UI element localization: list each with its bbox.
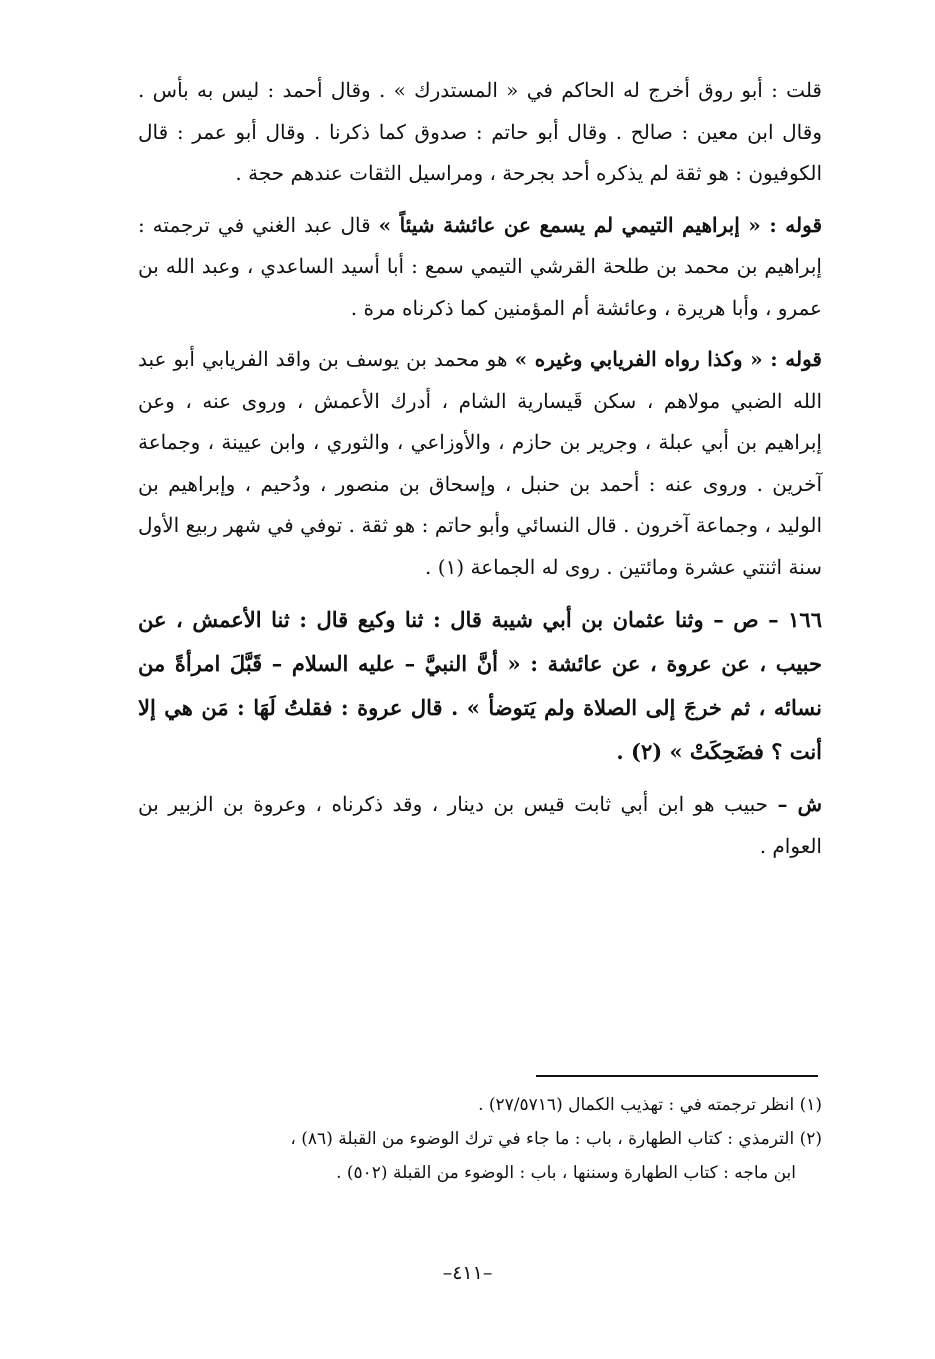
paragraph-text: قلت : أبو روق أخرج له الحاكم في « المستدرك » . وقال أحمد : ليس به بأس . وقال ابن معين : صالح . وقال أبو حاتم : صدوق كما ذكرنا . وقال أبو عمر : قال الكوفيون : هو ثقة لم يذكره أحد بجرحة ، ومراسيل الثقات عندهم حجة .: [138, 78, 822, 185]
footnote-2: (٢) الترمذي : كتاب الطهارة ، باب : ما جاء في ترك الوضوء من القبلة (٨٦) ،: [290, 1129, 822, 1149]
paragraph-text: قال عبد الغني في ترجمته : إبراهيم بن محمد بن طلحة القرشي التيمي سمع : أبا أسيد الساعدي ، وعبد الله بن عمرو ، وأبا هريرة ، وعائشة أم المؤمنين كما ذكرناه مرة .: [138, 212, 822, 320]
hadith-166: ١٦٦ – ص – وثنا عثمان بن أبي شيبة قال : ثنا وكيع قال : ثنا الأعمش ، عن حبيب ، عن عروة ، عن عائشة : « أنَّ النبيَّ – عليه السلام – قَبَّلَ امرأةً من نسائه ، ثم خرجَ إلى الصلاة ولم يَتوضأ » . قال عروة : فقلتُ لَهَا : مَن هي إلا أنت ؟ فضَحِكَتْ » (٢) .: [138, 607, 822, 764]
footnote-2-continued: ابن ماجه : كتاب الطهارة وسننها ، باب : الوضوء من القبلة (٥٠٢) .: [336, 1163, 796, 1183]
page-number: –٤١١–: [442, 1262, 493, 1284]
main-text: [138, 70, 822, 867]
paragraph-abu-rawq: [138, 70, 822, 195]
quoted-phrase: قوله : « إبراهيم التيمي لم يسمع عن عائشة شيئاً »: [378, 212, 823, 237]
paragraph-firyabi: [138, 339, 822, 588]
commentary-marker: ش –: [777, 792, 822, 816]
paragraph-ibrahim-taymi: [138, 205, 822, 330]
footnotes: [138, 1088, 822, 1190]
paragraph-text: حبيب هو ابن أبي ثابت قيس بن دينار ، وقد ذكرناه ، وعروة بن الزبير بن العوام .: [138, 792, 822, 858]
footnote-divider: [536, 1075, 818, 1077]
quoted-phrase: قوله : « وكذا رواه الفريابي وغيره »: [514, 347, 822, 371]
paragraph-text: هو محمد بن يوسف بن واقد الفريابي أبو عبد الله الضبي مولاهم ، سكن قَيسارية الشام ، أدرك الأعمش ، وروى عنه ، وعن إبراهيم بن أبي عبلة ، وجرير بن حازم ، والأوزاعي ، والثوري ، وابن عيينة ، وجماعة آخرين . وروى عنه : أحمد بن حنبل ، وإسحاق بن منصور ، ودُحيم ، وإبراهيم بن الوليد ، وجماعة آخرون . قال النسائي وأبو حاتم : هو ثقة . توفي في شهر ربيع الأول سنة اثنتي عشرة ومائتين . روى له الجماعة (١) .: [138, 347, 823, 579]
paragraph-commentary: [138, 784, 822, 867]
footnote-1: (١) انظر ترجمته في : تهذيب الكمال (٢٧/٥٧١٦) .: [478, 1095, 822, 1115]
